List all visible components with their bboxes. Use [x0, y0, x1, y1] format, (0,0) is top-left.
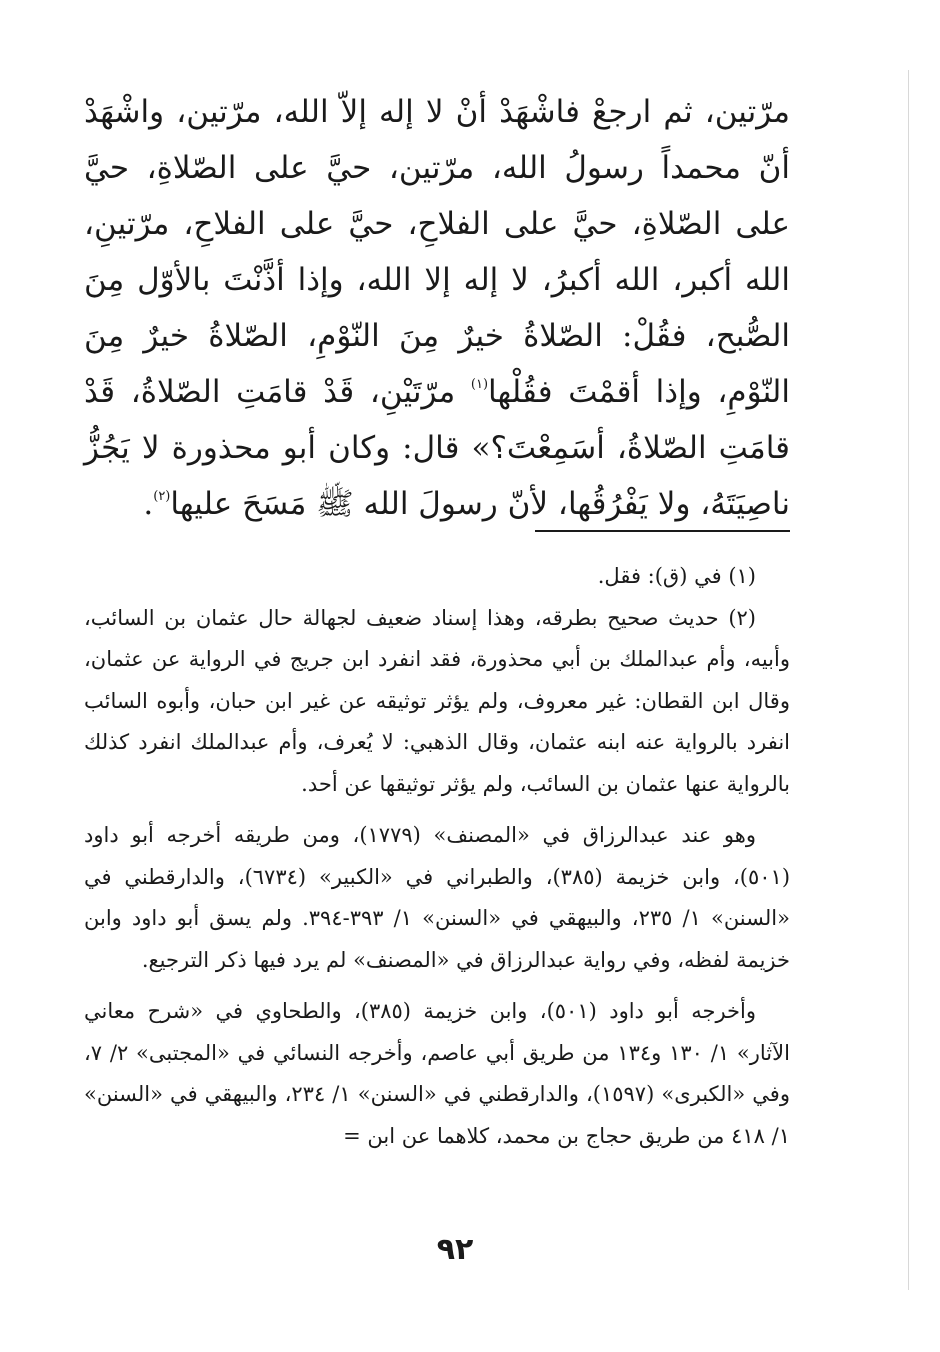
footnote-ref-1: (١): [470, 377, 489, 392]
footnote-2: (٢) حديث صحيح بطرقه، وهذا إسناد ضعيف لجهالة حال عثمان بن السائب، وأبيه، وأم عبدالملك بن أبي محذورة، فقد انفرد ابن جريج في الرواية عن عثمان، وقال ابن القطان: غير معروف، ولم يؤثر توثيقه عن غير ابن حبان، وأبوه السائب انفرد بالرواية عنه ابنه عثمان، وقال الذهبي: لا يُعرف، وأم عبدالملك انفرد كذلك بالرواية عنها عثمان بن السائب، ولم يؤثر توثيقها عن أحد.: [84, 605, 790, 796]
main-text-block: [84, 84, 790, 532]
main-text-ending: .: [143, 486, 154, 522]
main-text-body-continued: مرّتَيْنِ، قَدْ قامَتِ الصّلاةُ، قَدْ قامَتِ الصّلاةُ، أسَمِعْتَ؟» قال: وكان أبو محذورة لا يَجُزُّ ناصِيَتَهُ، ولا يَفْرُقُها، لأنّ رسولَ الله ﷺ مَسَحَ عليها: [84, 374, 790, 522]
page-number: ٩٢: [436, 1232, 474, 1267]
footnote-divider: [535, 530, 790, 532]
footnote-ref-2: (٢): [153, 489, 171, 504]
footnote-2-paragraph-3: وأخرجه أبو داود (٥٠١)، وابن خزيمة (٣٨٥)، والطحاوي في «شرح معاني الآثار» ١/ ١٣٠ و١٣٤ من طريق أبي عاصم، وأخرجه النسائي في «المجتبى» ٢/ ٧، وفي «الكبرى» (١٥٩٧)، والدارقطني في «السنن» ١/ ٢٣٤، والبيهقي في «السنن» ١/ ٤١٨ من طريق حجاج بن محمد، كلاهما عن ابن =: [84, 999, 790, 1148]
scan-edge-line: [908, 70, 909, 1290]
footnotes-section: [84, 556, 790, 1157]
footnote-2-paragraph-2: وهو عند عبدالرزاق في «المصنف» (١٧٧٩)، ومن طريقه أخرجه أبو داود (٥٠١)، وابن خزيمة (٣٨٥)، والطبراني في «الكبير» (٦٧٣٤)، والدارقطني في «السنن» ١/ ٢٣٥، والبيهقي في «السنن» ١/ ٣٩٣-٣٩٤. ولم يسق أبو داود وابن خزيمة لفظه، وفي رواية عبدالرزاق في «المصنف» لم يرد فيها ذكر الترجيع.: [84, 823, 791, 972]
footnote-1: (١) في (ق): فقل.: [597, 564, 756, 588]
main-text-body: مرّتين، ثم ارجعْ فاشْهَدْ أنْ لا إله إلاّ الله، مرّتين، واشْهَدْ أنّ محمداً رسولُ الله، مرّتين، حيَّ على الصّلاةِ، حيَّ على الصّلاةِ، حيَّ على الفلاحِ، حيَّ على الفلاحِ، مرّتينِ، الله أكبر، الله أكبرُ، لا إله إلا الله، وإذا أذَّنْتَ بالأوّل مِنَ الصُّبح، فقُلْ: الصّلاةُ خيرٌ مِنَ النّوْمِ، الصّلاةُ خيرٌ مِنَ النّوْمِ، وإذا أقمْتَ فقُلْها: [84, 94, 790, 410]
